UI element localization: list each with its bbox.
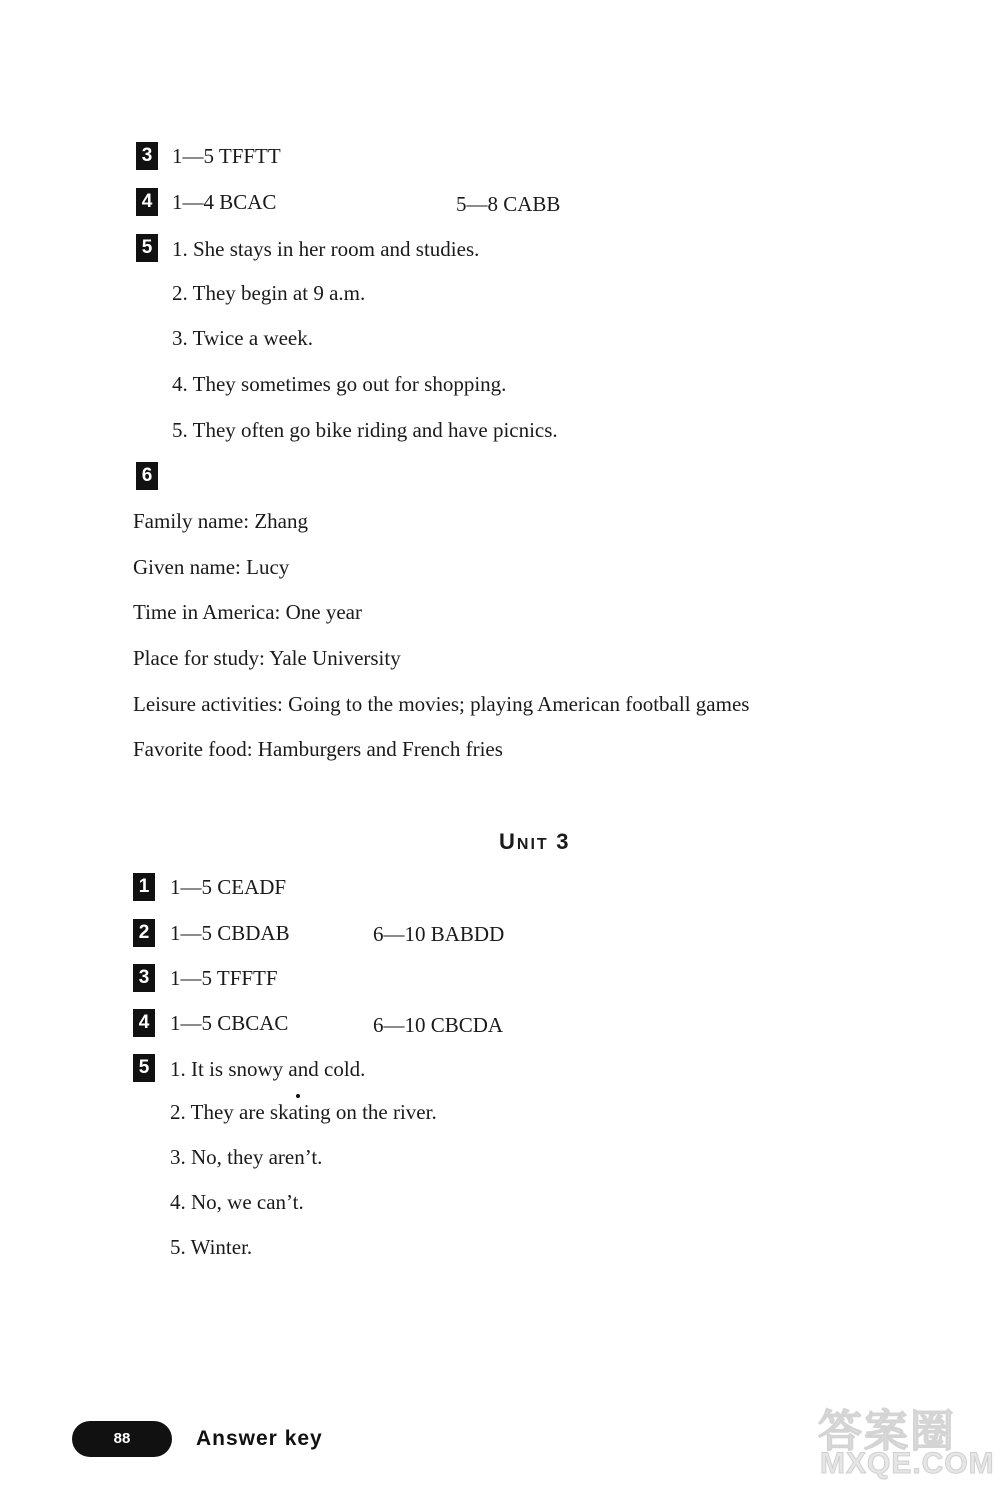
answer-line: 1. It is snowy and cold. <box>170 1057 366 1081</box>
answer-text: 1—5 CBCAC <box>170 1011 289 1035</box>
item-number-6: 6 <box>136 462 158 490</box>
answer-line: 4. No, we can’t. <box>170 1190 304 1214</box>
form-line: Given name: Lucy <box>133 555 290 579</box>
unit-heading-initial: U <box>499 829 517 854</box>
form-line: Family name: Zhang <box>133 509 308 533</box>
item-number-4: 4 <box>133 1009 155 1037</box>
page-number: 88 <box>113 1430 131 1447</box>
answer-line: 3. Twice a week. <box>172 326 314 350</box>
answer-text: 6—10 BABDD <box>373 922 505 946</box>
form-line: Place for study: Yale University <box>133 646 401 670</box>
item-number-4: 4 <box>136 188 158 216</box>
answer-text: 1—4 BCAC <box>172 190 277 214</box>
answer-text: 6—10 CBCDA <box>373 1013 504 1037</box>
answer-text: 1—5 CEADF <box>170 875 287 899</box>
item-number-1: 1 <box>133 873 155 901</box>
answer-line: 5. Winter. <box>170 1235 253 1259</box>
form-line: Time in America: One year <box>133 600 363 624</box>
answer-text: 1—5 CBDAB <box>170 921 290 945</box>
unit-heading-number: 3 <box>556 829 571 854</box>
item-number-2: 2 <box>133 919 155 947</box>
page-number-badge <box>72 1421 172 1457</box>
answer-line: 5. They often go bike riding and have picnics. <box>172 418 558 442</box>
answer-text: 1—5 TFFTT <box>172 144 281 168</box>
answer-line: 2. They are skating on the river. <box>170 1100 437 1124</box>
answer-line: 1. She stays in her room and studies. <box>172 237 480 261</box>
stray-mark <box>296 1094 300 1098</box>
watermark-url-text: MXQE.COM <box>820 1447 995 1480</box>
footer-label: Answer key <box>196 1427 323 1450</box>
item-number-5: 5 <box>133 1054 155 1082</box>
answer-text: 1—5 TFFTF <box>170 966 278 990</box>
form-line: Favorite food: Hamburgers and French fries <box>133 737 503 761</box>
item-number-3: 3 <box>136 142 158 170</box>
watermark-logo-text: 答案圈 <box>818 1406 956 1457</box>
answer-line: 4. They sometimes go out for shopping. <box>172 372 507 396</box>
unit-heading <box>499 829 570 855</box>
item-number-3: 3 <box>133 964 155 992</box>
form-line: Leisure activities: Going to the movies; playing American football games <box>133 692 750 716</box>
item-number-5: 5 <box>136 234 158 262</box>
answer-line: 2. They begin at 9 a.m. <box>172 281 366 305</box>
unit-heading-rest: NIT <box>516 836 549 853</box>
answer-text: 5—8 CABB <box>456 192 561 216</box>
answer-line: 3. No, they aren’t. <box>170 1145 323 1169</box>
site-watermark <box>818 1395 995 1480</box>
